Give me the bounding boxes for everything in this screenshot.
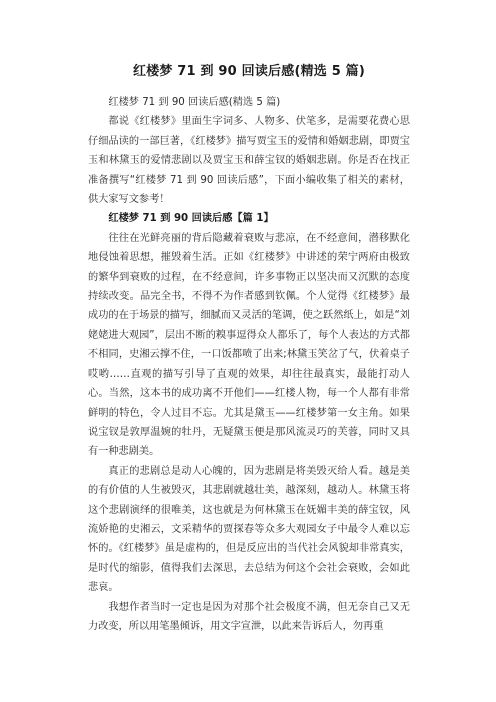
document-title: 红楼梦 71 到 90 回读后感(精选 5 篇) [132,64,366,79]
body-paragraph-1: 往往在光鲜亮丽的背后隐藏着衰败与悲凉，在不经意间，潜移默化地侵蚀着思想，摧毁着生活。正如《红楼梦》中讲述的荣宁两府由极致的繁华到衰败的过程，在不经意间，许多事物正以坚决而又沉默的态度持续改变。品完全书，不得不为作者感到钦佩。个人觉得《红楼梦》最成功的在于场景的描写，细腻而又灵活的笔调，使之跃然纸上，如是“刘姥姥进大观园”，层出不断的糗事逗得众人都乐了，每个人表达的方式都不相同，史湘云撑不住，一口饭都喷了出来;林黛玉笑岔了气，伏着桌子哎哟……直观的描写引导了直观的效果，却往往最真实，最能打动人心。当然，这本书的成功离不开他们——红楼人物，每一个人都有非常鲜明的特色，令人过目不忘。尤其是黛玉——红楼梦第一女主角。如果说宝钗是敦厚温婉的牡丹，无疑黛玉便是那风流灵巧的芙蓉，同时又具有一种悲剧美。 [88,232,410,458]
intro-paragraph: 都说《红楼梦》里面生字词多、人物多、伏笔多，是需要花费心思仔细品读的一部巨著，《红楼梦》描写贾宝玉的爱情和婚姻悲剧，即贾宝玉和林黛玉的爱情悲剧以及贾宝玉和薛宝钗的婚姻悲剧。你是否在找正准备撰写“红楼梦 71 到 90 回读后感”，下面小编收集了相关的素材，供大家写文参考！ [88,116,410,206]
section-heading-1: 红楼梦 71 到 90 回读后感【篇 1】 [108,213,274,225]
body-paragraph-3: 我想作者当时一定也是因为对那个社会极度不满，但无奈自己又无力改变，所以用笔墨倾诉，用文字宣泄，以此来告诉后人，勿再重 [88,601,410,632]
intro-title-line: 红楼梦 71 到 90 回读后感(精选 5 篇) [108,97,281,108]
body-paragraph-2: 真正的悲剧总是动人心魄的，因为悲剧是将美毁灭给人看。越是美的有价值的人生被毁灭，其悲剧就越壮美，越深刻，越动人。林黛玉将这个悲剧演绎的很唯美，这也就是为何林黛玉在妩媚丰美的薛宝钗，风流娇艳的史湘云，文采精华的贾探春等众多大观园女子中最令人难以忘怀的。《红楼梦》虽是虚构的，但是反应出的当代社会风貌却非常真实，是时代的缩影，值得我们去深思，去总结为何这个会社会衰败，会如此悲哀。 [88,465,410,594]
